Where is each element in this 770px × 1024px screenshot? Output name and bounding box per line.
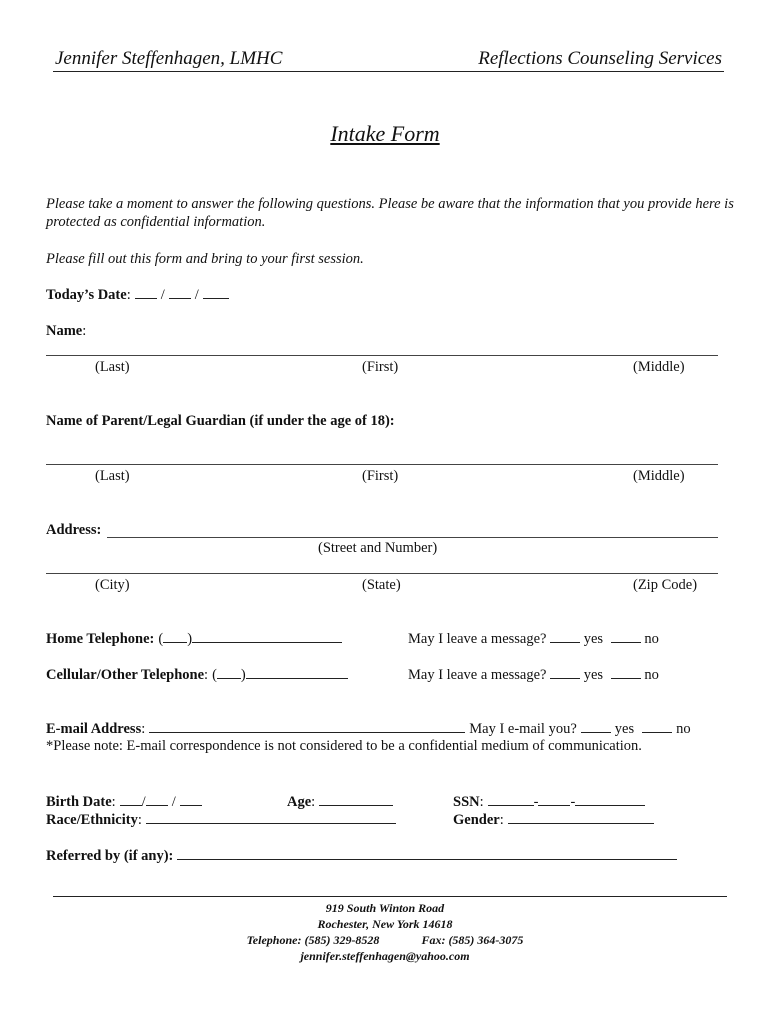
- home-area-code-field[interactable]: [163, 630, 187, 643]
- name-label: Name: [46, 323, 83, 339]
- footer-divider: [53, 896, 727, 897]
- name-last-caption: (Last): [95, 359, 130, 375]
- age-colon: :: [311, 794, 316, 810]
- home-message-yes-label: yes: [583, 631, 604, 647]
- birth-date-row: [46, 793, 202, 811]
- email-field[interactable]: [149, 720, 465, 733]
- name-middle-caption: (Middle): [633, 359, 685, 375]
- name-first-caption: (First): [362, 359, 399, 375]
- email-yes-field[interactable]: [581, 720, 611, 733]
- ssn-colon: :: [479, 794, 484, 810]
- form-title: Intake Form: [330, 121, 440, 146]
- cell-message-question: May I leave a message?: [408, 667, 547, 683]
- footer-contact: [0, 932, 770, 948]
- home-message-no-label: no: [644, 631, 659, 647]
- provider-name: Jennifer Steffenhagen, LMHC: [55, 48, 283, 69]
- home-message-question: May I leave a message?: [408, 631, 547, 647]
- city-state-zip-field[interactable]: [46, 573, 718, 574]
- gender-colon: :: [499, 812, 504, 828]
- age-label: Age: [287, 794, 312, 810]
- birth-month-field[interactable]: [120, 793, 142, 806]
- cell-message-yes-field[interactable]: [550, 666, 580, 679]
- birth-year-field[interactable]: [180, 793, 202, 806]
- footer-telephone: Telephone: (585) 329-8528: [246, 933, 380, 947]
- birth-day-field[interactable]: [146, 793, 168, 806]
- home-message-row: [408, 630, 659, 648]
- home-message-no-field[interactable]: [611, 630, 641, 643]
- ssn-dash: -: [533, 794, 539, 810]
- email-question: May I e-mail you?: [469, 721, 577, 737]
- footer-city: Rochester, New York 14618: [317, 917, 453, 931]
- ssn-part1-field[interactable]: [488, 793, 534, 806]
- email-label: E-mail Address: [46, 721, 142, 737]
- cell-phone-field[interactable]: [246, 666, 348, 679]
- area-code-close: ): [240, 667, 246, 683]
- footer-email[interactable]: jennifer.steffenhagen@yahoo.com: [300, 949, 470, 963]
- area-code-close: ): [187, 631, 193, 647]
- cell-phone-row: [46, 666, 348, 684]
- name-field[interactable]: [46, 355, 718, 356]
- practice-name: Reflections Counseling Services: [478, 48, 722, 69]
- cell-area-code-field[interactable]: [217, 666, 241, 679]
- email-yes-label: yes: [614, 721, 635, 737]
- home-phone-row: [46, 630, 342, 648]
- guardian-middle-caption: (Middle): [633, 468, 685, 484]
- ssn-label: SSN: [453, 794, 480, 810]
- state-caption: (State): [362, 577, 401, 593]
- birth-date-slash: /: [171, 794, 176, 810]
- home-message-yes-field[interactable]: [550, 630, 580, 643]
- street-field[interactable]: [107, 537, 718, 538]
- area-code-open: (: [158, 631, 164, 647]
- instructions-paragraph: Please fill out this form and bring to your first session.: [46, 251, 364, 267]
- email-row: [46, 720, 691, 738]
- cell-message-yes-label: yes: [583, 667, 604, 683]
- age-row: [287, 793, 393, 811]
- home-phone-field[interactable]: [192, 630, 342, 643]
- gender-field[interactable]: [508, 811, 654, 824]
- race-row: [46, 811, 396, 829]
- guardian-field[interactable]: [46, 464, 718, 465]
- email-colon: :: [141, 721, 146, 737]
- email-no-label: no: [676, 721, 691, 737]
- home-phone-label: Home Telephone:: [46, 631, 155, 647]
- date-slash: /: [160, 287, 165, 303]
- area-code-open: (: [212, 667, 217, 683]
- ssn-part3-field[interactable]: [575, 793, 645, 806]
- gender-label: Gender: [453, 812, 500, 828]
- street-caption: (Street and Number): [318, 540, 438, 556]
- footer-street: 919 South Winton Road: [325, 901, 445, 915]
- city-caption: (City): [95, 577, 130, 593]
- birth-date-label: Birth Date: [46, 794, 112, 810]
- todays-date-label: Today’s Date: [46, 287, 127, 303]
- race-colon: :: [137, 812, 142, 828]
- address-label: Address:: [46, 522, 102, 538]
- cell-message-no-field[interactable]: [611, 666, 641, 679]
- date-month-field[interactable]: [135, 286, 157, 299]
- todays-date-row: [46, 286, 229, 304]
- cell-message-no-label: no: [644, 667, 659, 683]
- date-slash: /: [194, 287, 199, 303]
- gender-row: [453, 811, 654, 829]
- date-year-field[interactable]: [203, 286, 229, 299]
- birth-date-slash: /: [141, 794, 146, 810]
- guardian-last-caption: (Last): [95, 468, 130, 484]
- date-day-field[interactable]: [169, 286, 191, 299]
- footer-fax: Fax: (585) 364-3075: [421, 933, 524, 947]
- todays-date-colon: :: [126, 287, 131, 303]
- ssn-dash: -: [570, 794, 576, 810]
- email-note: *Please note: E-mail correspondence is not considered to be a confidential medium of communication.: [46, 738, 642, 754]
- referred-row: [46, 847, 677, 865]
- age-field[interactable]: [319, 793, 393, 806]
- name-row: [46, 322, 86, 340]
- guardian-label: Name of Parent/Legal Guardian (if under the age of 18):: [46, 413, 395, 429]
- ssn-row: [453, 793, 645, 811]
- cell-phone-label: Cellular/Other Telephone: [46, 667, 205, 683]
- guardian-first-caption: (First): [362, 468, 399, 484]
- referred-field[interactable]: [177, 847, 677, 860]
- race-label: Race/Ethnicity: [46, 812, 138, 828]
- birth-date-colon: :: [111, 794, 116, 810]
- header-divider: [53, 71, 724, 72]
- cell-phone-colon: :: [204, 667, 209, 683]
- intro-paragraph: Please take a moment to answer the following questions. Please be aware that the information that you provide here is protected as confidential information.: [46, 196, 734, 230]
- ssn-part2-field[interactable]: [538, 793, 570, 806]
- race-field[interactable]: [146, 811, 396, 824]
- zip-caption: (Zip Code): [633, 577, 698, 593]
- cell-message-row: [408, 666, 659, 684]
- referred-label: Referred by (if any):: [46, 848, 174, 864]
- email-no-field[interactable]: [642, 720, 672, 733]
- name-colon: :: [82, 323, 87, 339]
